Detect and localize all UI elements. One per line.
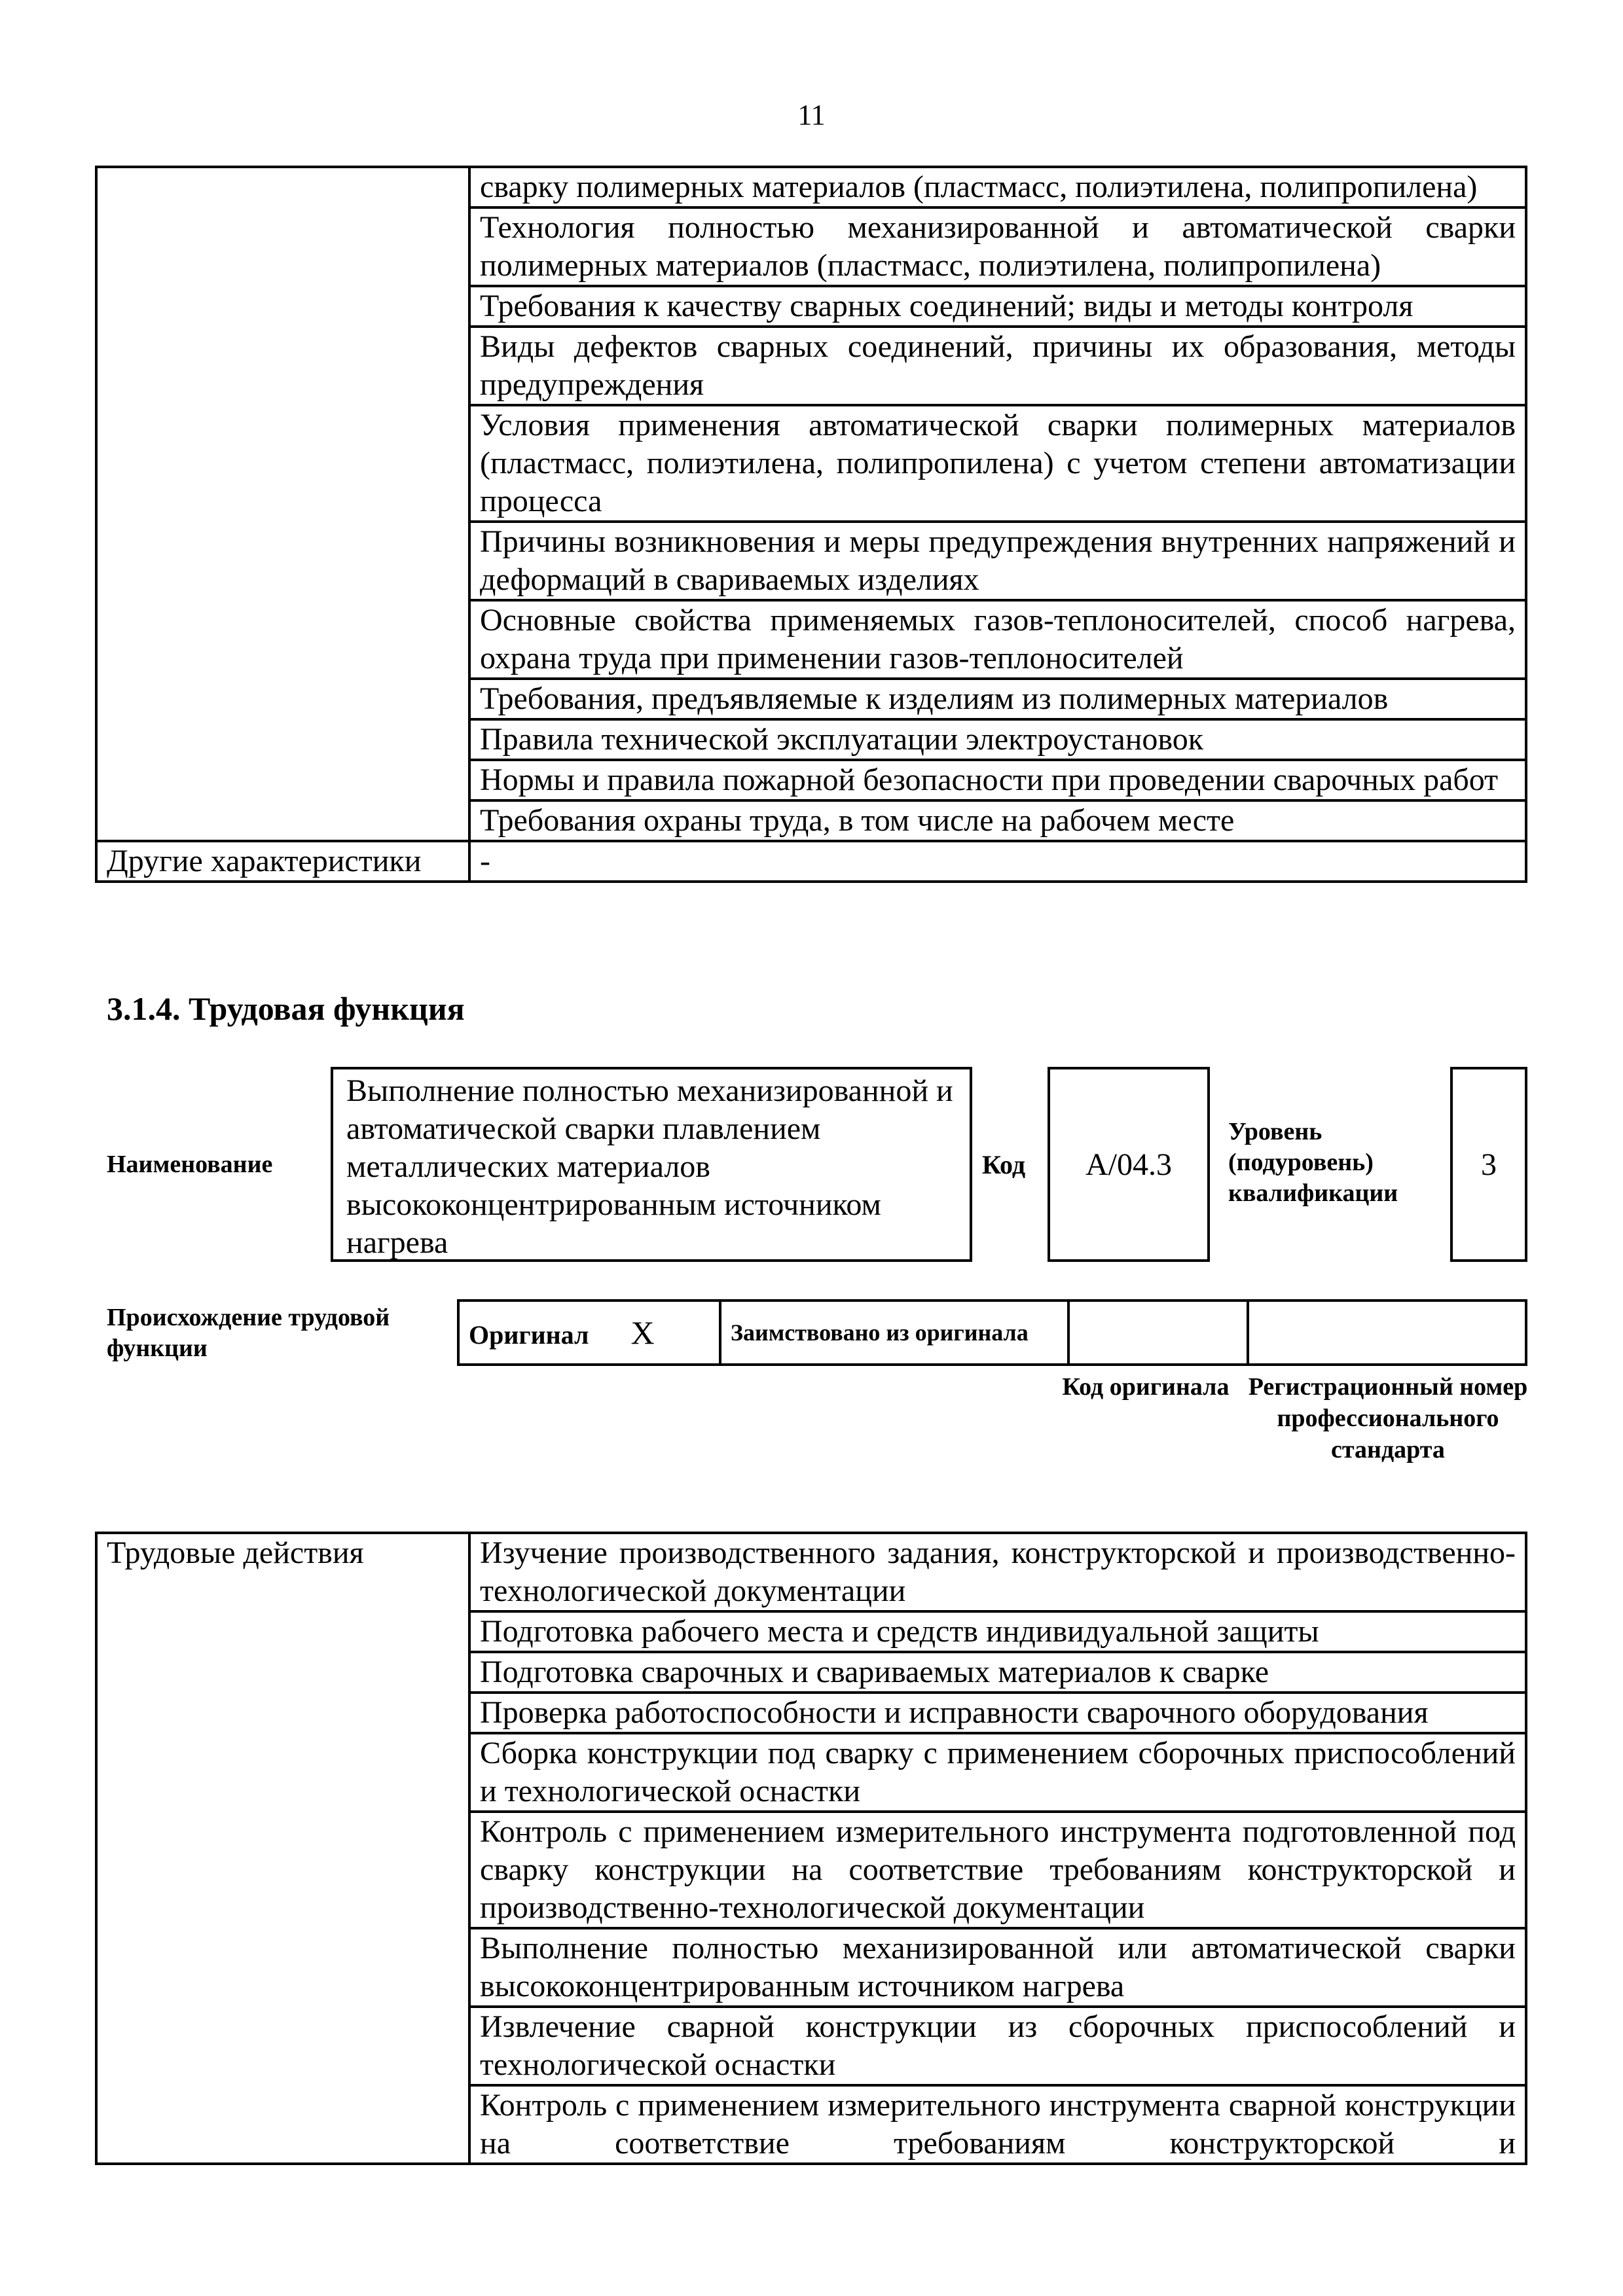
table-row: [458, 1300, 1526, 1365]
origin-label: Происхождение трудовой функции: [107, 1304, 390, 1362]
name-label: Наименование: [107, 1151, 273, 1178]
other-characteristics-value: -: [469, 841, 1526, 882]
labor-action-item: Изучение производственного задания, конструкторской и производственно-технологической документации: [469, 1533, 1526, 1611]
labor-action-item: Подготовка рабочего места и средств индивидуальной защиты: [469, 1611, 1526, 1652]
knowledge-item: сварку полимерных материалов (пластмасс, полиэтилена, полипропилена): [469, 167, 1526, 207]
labor-action-item: Проверка работоспособности и исправности сварочного оборудования: [469, 1693, 1526, 1733]
knowledge-item: Причины возникновения и меры предупреждения внутренних напряжений и деформаций в свариваемых изделиях: [469, 522, 1526, 600]
original-mark: X: [630, 1314, 655, 1351]
knowledge-label-cell: [96, 167, 469, 841]
borrowed-label: Заимствовано из оригинала: [720, 1300, 1068, 1365]
origin-reg-cell: [1248, 1300, 1526, 1365]
knowledge-item: Правила технической эксплуатации электроустановок: [469, 719, 1526, 760]
knowledge-item: Технология полностью механизированной и автоматической сварки полимерных материалов (пластмасс, полиэтилена, полипропилена): [469, 207, 1526, 286]
knowledge-item: Требования, предъявляемые к изделиям из полимерных материалов: [469, 679, 1526, 719]
other-characteristics-label: Другие характеристики: [96, 841, 469, 882]
knowledge-table: [95, 166, 1527, 883]
section-title: 3.1.4. Трудовая функция: [107, 990, 465, 1027]
labor-action-item: Контроль с применением измерительного инструмента подготовленной под сварку конструкции на соответствие требованиям конструкторской и производственно-технологической документации: [469, 1812, 1526, 1928]
original-label: Оригинал: [469, 1320, 589, 1350]
function-code-box: A/04.3: [1048, 1067, 1210, 1262]
labor-action-item: Выполнение полностью механизированной или автоматической сварки высококонцентрированным источником нагрева: [469, 1928, 1526, 2007]
page-number: 11: [797, 99, 826, 131]
labor-action-item: Подготовка сварочных и свариваемых материалов к сварке: [469, 1652, 1526, 1693]
reg-number-caption: Регистрационный номер профессионального стандарта: [1248, 1373, 1528, 1463]
labor-actions-label: Трудовые действия: [96, 1533, 469, 2164]
function-level-box: 3: [1450, 1067, 1527, 1262]
code-original-caption: Код оригинала: [1062, 1373, 1230, 1401]
function-name-box: Выполнение полностью механизированной и автоматической сварки плавлением металлических материалов высококонцентрированным источником нагрева: [331, 1067, 972, 1262]
knowledge-item: Требования охраны труда, в том числе на рабочем месте: [469, 800, 1526, 841]
knowledge-item: Основные свойства применяемых газов-теплоносителей, способ нагрева, охрана труда при применении газов-теплоносителей: [469, 600, 1526, 679]
labor-action-item: Извлечение сварной конструкции из сборочных приспособлений и технологической оснастки: [469, 2007, 1526, 2085]
labor-action-item: Контроль с применением измерительного инструмента сварной конструкции на соответствие требованиям конструкторской и: [469, 2085, 1526, 2164]
knowledge-item: Требования к качеству сварных соединений; виды и методы контроля: [469, 286, 1526, 327]
knowledge-item: Условия применения автоматической сварки полимерных материалов (пластмасс, полиэтилена, полипропилена) с учетом степени автоматизации процесса: [469, 405, 1526, 522]
code-label: Код: [982, 1150, 1026, 1179]
origin-original-cell: [458, 1300, 720, 1365]
knowledge-item: Виды дефектов сварных соединений, причины их образования, методы предупреждения: [469, 327, 1526, 405]
labor-action-item: Сборка конструкции под сварку с применением сборочных приспособлений и технологической оснастки: [469, 1733, 1526, 1812]
level-label: Уровень (подуровень) квалификации: [1228, 1118, 1398, 1207]
table-row: [96, 1533, 1526, 1611]
knowledge-item: Нормы и правила пожарной безопасности при проведении сварочных работ: [469, 760, 1526, 800]
origin-table: [457, 1299, 1527, 1366]
labor-actions-table: [95, 1532, 1527, 2165]
table-row: [96, 167, 1526, 207]
table-row: [96, 841, 1526, 882]
origin-code-cell: [1068, 1300, 1248, 1365]
